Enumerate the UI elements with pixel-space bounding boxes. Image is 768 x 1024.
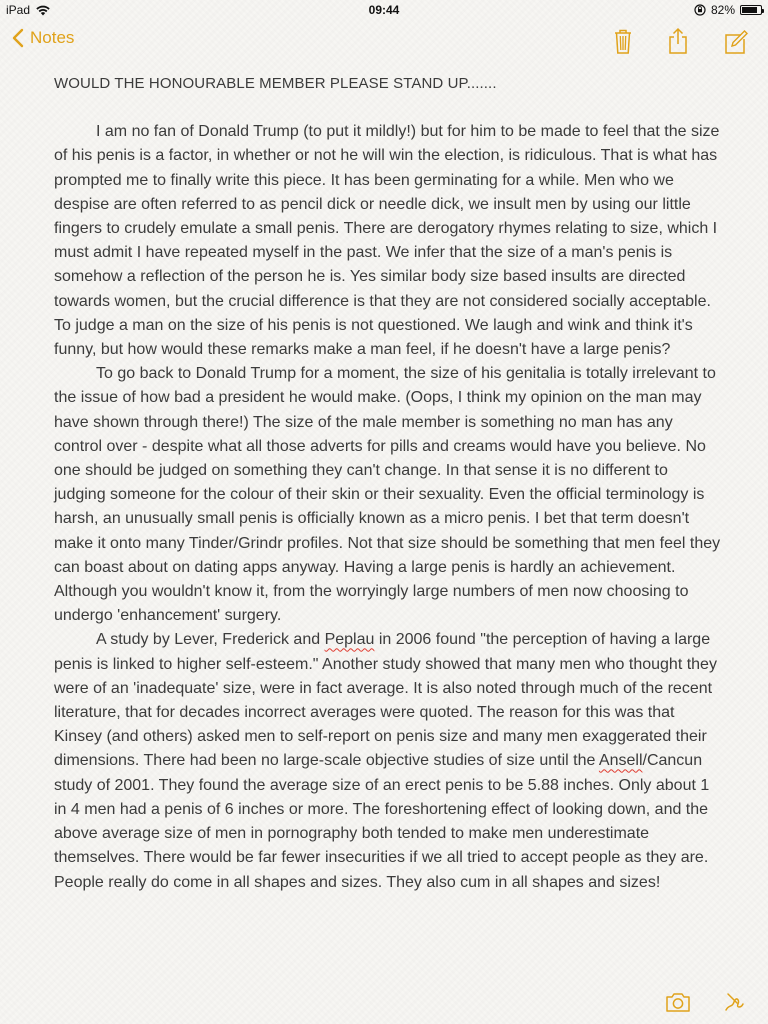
battery-icon bbox=[740, 5, 762, 15]
nav-bar bbox=[0, 22, 768, 62]
paragraph-3-part-c: /Cancun study of 2001. They found the average size of an erect penis to be 5.88 inches. Only about 1 in 4 men had a penis of 6 inches or more. The foreshortening effect of looking down, and the above average size of men in pornography both tended to make men underestimate themselves. There would be far fewer insecurities if we all tried to accept people as they are. People really do come in all shapes and sizes. They also cum in all shapes and sizes! bbox=[54, 752, 710, 891]
share-icon[interactable] bbox=[665, 27, 691, 55]
bottom-toolbar bbox=[0, 980, 768, 1024]
device-name: iPad bbox=[6, 3, 31, 17]
misspelled-word-ansell[interactable]: Ansell bbox=[598, 752, 643, 770]
orientation-lock-icon bbox=[694, 4, 706, 16]
battery-percent: 82% bbox=[710, 3, 735, 17]
note-body[interactable] bbox=[54, 72, 722, 895]
note-paragraph-2: To go back to Donald Trump for a moment, the size of his genitalia is totally irrelevant to the issue of how bad a president he would make. (Oops, I think my opinion on the man may have shown through there!) The size of the male member is something no man has any control over - despite what all those adverts for pills and creams would have you believe. No one should be judged on something they can't change. In that sense it is no different to judging someone for the colour of their skin or their sexuality. Even the official terminology is harsh, an unusually small penis is officially known as a micro penis. I bet that term doesn't make it onto many Tinder/Grindr profiles. Not that size should be something that men feel they can boast about on dating apps anyway. Having a large penis is hardly an achievement. Although you wouldn't know it, from the worryingly large numbers of men now choosing to undergo 'enhancement' surgery. bbox=[54, 365, 721, 625]
note-paragraph-1: I am no fan of Donald Trump (to put it mildly!) but for him to be made to feel that the size of his penis is a factor, in whether or not he will win the election, is ridiculous. That is what has prompted me to finally write this piece. It has been germinating for a while. Men who we despise are often referred to as pencil dick or needle dick, we insult men by using our little fingers to crudely emulate a small penis. There are derogatory rhymes relating to size, which I must admit I have repeated myself in the past. We infer that the size of a man's penis is somehow a reflection of the person he is. Yes similar body size based insults are directed towards women, but the crucial difference is that they are not considered socially acceptable. To judge a man on the size of his penis is not questioned. We laugh and wink and think it's funny, but how would these remarks make a man feel, if he doesn't have a large penis? bbox=[54, 123, 720, 359]
sketch-icon[interactable] bbox=[720, 988, 748, 1016]
back-button[interactable] bbox=[12, 28, 74, 48]
camera-icon[interactable] bbox=[664, 988, 692, 1016]
trash-icon[interactable] bbox=[610, 27, 636, 55]
paragraph-3-part-b: in 2006 found "the perception of having a large penis is linked to higher self-esteem." Another study showed that many men who thought they were of an 'inadequate' size, were in fact average. It is also noted through much of the recent literature, that for decades incorrect averages were quoted. The reason for this was that Kinsey (and others) asked men to self-report on penis size and many men exaggerated their dimensions. There had been no large-scale objective studies of size until the bbox=[54, 631, 717, 770]
status-bar bbox=[0, 0, 768, 20]
status-right bbox=[694, 3, 762, 17]
note-title: WOULD THE HONOURABLE MEMBER PLEASE STAND UP....... bbox=[54, 75, 497, 92]
misspelled-word-peplau[interactable]: Peplau bbox=[324, 631, 375, 649]
battery-fill bbox=[742, 7, 757, 13]
compose-icon[interactable] bbox=[722, 27, 748, 55]
back-button-label: Notes bbox=[30, 28, 75, 47]
chevron-left-icon bbox=[12, 28, 24, 48]
status-time: 09:44 bbox=[368, 3, 400, 17]
paragraph-3-part-a: A study by Lever, Frederick and bbox=[96, 631, 325, 649]
note-paragraph-3 bbox=[54, 628, 722, 894]
